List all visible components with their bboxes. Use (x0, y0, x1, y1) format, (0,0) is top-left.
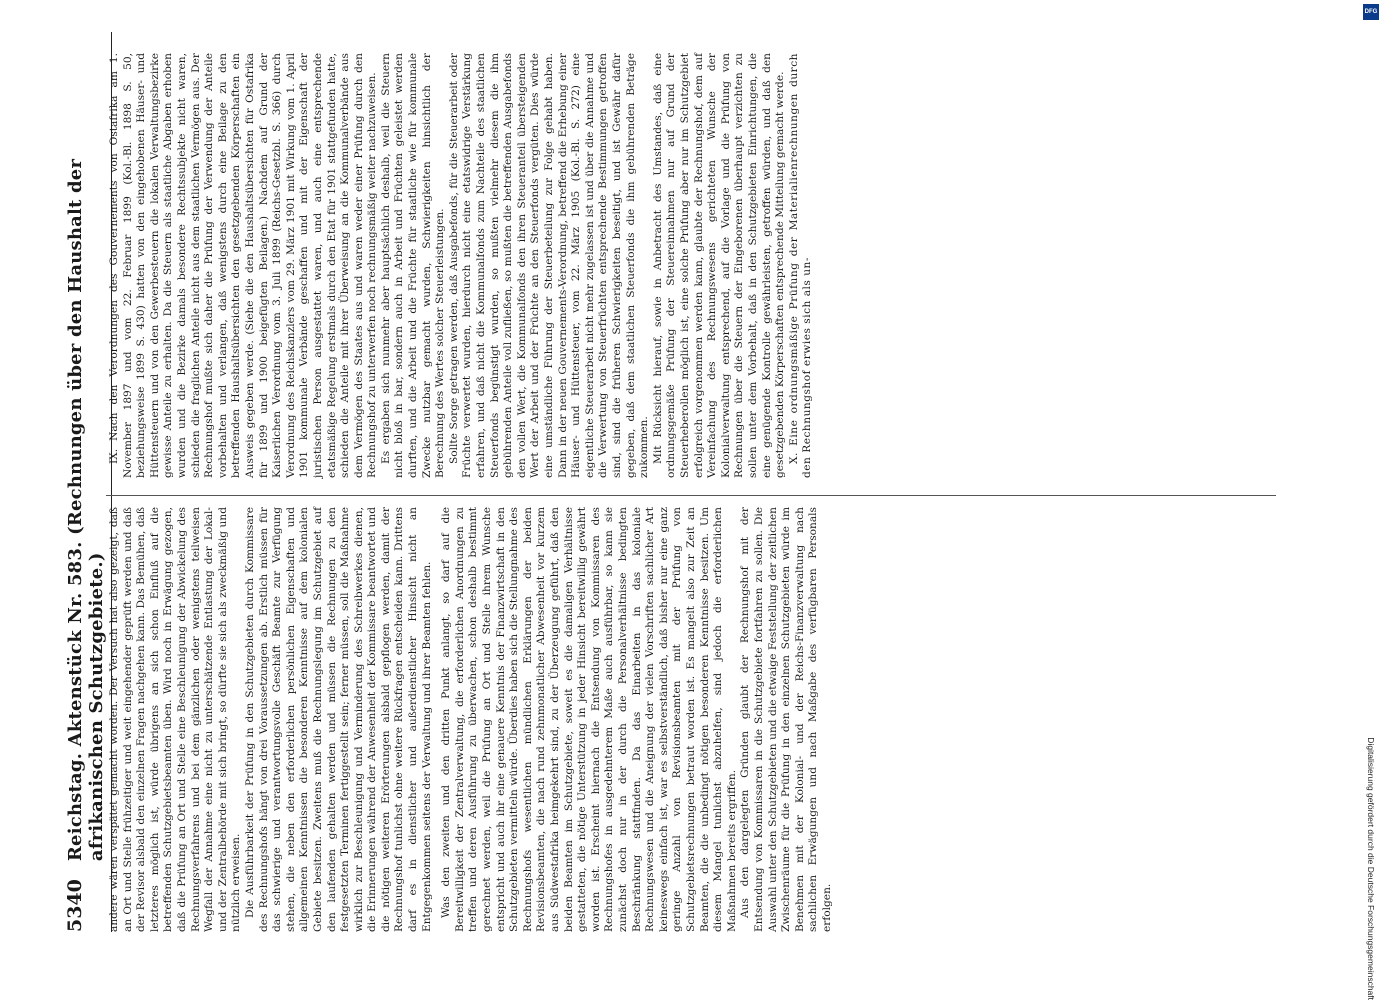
column-divider (106, 495, 1276, 496)
dfg-logo-text: DFG (1364, 9, 1378, 15)
paragraph: IX. Nach den Verordnungen des Gouvernements von Ostafrika am 1. November 1897 und vom 22. Februar 1899 (Kol.-Bl. 1898 S. 50, beziehungsweise 1899 S. 430) hatten von den eingehobenen Häuser- und Hüttensteuern und von den Gewerbesteuern die lokalen Verwaltungsbezirke gewisse Anteile zu erhalten. Da die Steuern als staatliche Abgaben erhoben wurden und die Bezirke damals besondere Rechtssubjekte nicht waren, schieden die fraglichen Anteile nicht aus dem staatlichen Vermögen aus. Der Rechnungshof mußte sich daher die Prüfung der Verwendung der Anteile vorbehalten und verlangen, daß wenigstens durch eine Beilage zu den betreffenden Haushaltsübersichten den gesetzgebenden Körperschaften ein Ausweis gegeben werde. (Siehe die den Haushaltsübersichten für Ostafrika für 1899 und 1900 beigefügten Beilagen.) Nachdem auf Grund der Kaiserlichen Verordnung vom 3. Juli 1899 (Reichs-Gesetzbl. S. 366) durch Verordnung des Reichskanzlers vom 29. März 1901 mit Wirkung vom 1. April 1901 kommunale Verbände geschaffen und mit der Eigenschaft der juristischen Person ausgestattet waren, und auch eine entsprechende etatsmäßige Regelung erstmals durch den Etat für 1901 stattgefunden hatte, schieden die Anteile mit ihrer Überweisung an die Kommunalverbände aus dem Vermögen des Staates aus und waren weder einer Prüfung durch den Rechnungshof zu unterwerfen noch rechnungsmäßig weiter nachzuweisen. (108, 53, 379, 478)
paragraph: X. Eine ordnungsmäßige Prüfung der Materialienrechnungen durch den Rechnungshof erwies sich als un- (787, 53, 814, 478)
paragraph: Mit Rücksicht hierauf, sowie in Anbetracht des Umstandes, daß eine ordnungsgemäße Prüfung der Steuereinnahmen nur auf Grund der Steuerheberollen möglich ist, eine solche Prüfung aber nur im Schutzgebiet erfolgreich vorgenommen werden kann, glaubte der Rechnungshof, dem auf Vereinfachung des Rechnungswesens gerichteten Wunsche der Kolonialverwaltung entsprechend, auf die Vorlage und die Prüfung von Rechnungen über die Steuern der Eingeborenen überhaupt verzichten zu sollen unter dem Vorbehalt, daß in den Schutzgebieten Einrichtungen, die eine genügende Kontrolle gewährleisten, getroffen würden, und daß den gesetzgebenden Körperschaften entsprechende Mitteilung gemacht werde. (651, 53, 787, 478)
running-title: Reichstag. Aktenstück Nr. 583. (Rechnungen über den Haushalt der afrikanischen Schutzgebiete.) (65, 158, 107, 862)
paragraph: Es ergaben sich nunmehr aber hauptsächlich deshalb, weil die Steuern nicht bloß in bar, sondern auch in Arbeit und Früchten geleistet werden durften, und die Arbeit und die Früchte für staatliche wie für kommunale Zwecke nutzbar gemacht wurden, Schwierigkeiten hinsichtlich der Berechnung des Wertes solcher Steuerleistungen. (379, 53, 447, 478)
paragraph: Was den zweiten und den dritten Punkt anlangt, so darf auf die Bereitwilligkeit der Zentralverwaltung, die erforderlichen Anordnungen zu treffen und deren Ausführung zu überwachen, schon deshalb bestimmt gerechnet werden, weil die Prüfung an Ort und Stelle ihrem Wunsche entspricht und auch ihr eine genauere Kenntnis der Finanzwirtschaft in den Schutzgebieten vermitteln würde. Überdies haben sich die Stellungnahme des Rechnungshofs wesentlichen mündlichen Erklärungen der beiden Revisionsbeamten, die nach rund zehnmonatlicher Abwesenheit vor kurzem aus Südwestafrika heimgekehrt sind, zu der Überzeugung geführt, daß den beiden Beamten im Schutzgebiete, soweit es die damaligen Verhältnisse gestatteten, die nötige Unterstützung in jeder Hinsicht bereitwillig gewährt worden ist. Erscheint hiernach die Entsendung von Kommissaren des Rechnungshofes in ausgedehnterem Maße auch ausführbar, so kann sie zunächst doch nur in der durch die Personalverhältnisse bedingten Beschränkung stattfinden. Da das Einarbeiten in das koloniale Rechnungswesen und die Aneignung der vielen Vorschriften sachlicher Art keineswegs einfach ist, war es selbstverständlich, daß bisher nur eine ganz geringe Anzahl von Revisionsbeamten mit der Prüfung von Schutzgebietsrechnungen betraut worden ist. Es mangelt also zur Zeit an Beamten, die die unbedingt nötigen besonderen Kenntnisse besitzen. Um diesem Mangel tunlichst abzuhelfen, sind jedoch die erforderlichen Maßnahmen bereits ergriffen. (440, 507, 738, 932)
digitization-credit (1366, 0, 1376, 1000)
page-header (64, 32, 112, 932)
dfg-logo (1363, 4, 1379, 20)
credit-text: Digitalisierung gefördert durch die Deutsche Forschungsgemeinschaft (1366, 737, 1376, 1000)
paragraph: Die Ausführbarkeit der Prüfung in den Schutzgebieten durch Kommissare des Rechnungshofs hängt von drei Voraussetzungen ab. Erstlich müssen für das schwierige und verantwortungsvolle Geschäft Beamte zur Verfügung stehen, die neben den erforderlichen persönlichen Eigenschaften und allgemeinen Kenntnissen die besonderen Kenntnisse auf dem kolonialen Gebiete besitzen. Zweitens muß die Rechnungslegung im Schutzgebiet auf den laufenden gehalten werden und müssen die Rechnungen zu den festgesetzten Terminen fertiggestellt sein; ferner müssen, soll die Maßnahme wirklich zur Beschleunigung und Verminderung des Schreibwerkes dienen, die Erinnerungen während der Anwesenheit der Kommissare beantwortet und die nötigen weiteren Erörterungen alsbald gepflogen werden, damit der Rechnungshof tunlichst ohne weitere Rückfragen entscheiden kann. Drittens darf es in dienstlicher und außerdienstlicher Hinsicht nicht an Entgegenkommen seitens der Verwaltung und ihrer Beamten fehlen. (243, 507, 433, 932)
paragraph: Sollte Sorge getragen werden, daß Ausgabefonds, für die Steuerarbeit oder Früchte verwertet wurden, hierdurch nicht eine etatswidrige Verstärkung erfahren, und daß nicht die Kommunalfonds zum Nachteile des staatlichen Steuerfonds begünstigt wurden, so mußten vielmehr diesem die ihm gebührenden Anteile voll zufließen, so mußten die betreffenden Ausgabefonds den vollen Wert, die Kommunalfonds den ihren Steueranteil übersteigenden Wert der Arbeit und der Früchte an den Steuerfonds vergüten. Dies würde eine umständliche Führung der Steuerbeteilung zur Folge gehabt haben. Dann in der neuen Gouvernements-Verordnung, betreffend die Erhebung einer Häuser- und Hüttensteuer, vom 22. März 1905 (Kol.-Bl. S. 272) eine eigentliche Steuerarbeit nicht mehr zugelassen ist und über die Annahme und die Verwertung von Steuerfrüchten entsprechende Bestimmungen getroffen sind, sind die früheren Schwierigkeiten beseitigt, und ist Gewähr dafür gegeben, daß dem staatlichen Steuerfonds die ihm gebührenden Beträge zukommen. (447, 53, 651, 478)
paragraph: Aus den dargelegten Gründen glaubt der Rechnungshof mit der Entsendung von Kommissaren in die Schutzgebiete fortfahren zu sollen. Die Auswahl unter den Schutzgebieten und die etwaige Feststellung der zeitlichen Zwischenräume für die Prüfung in den einzelnen Schutzgebieten würde im Benehmen mit der Kolonial- und der Reichs-Finanzverwaltung nach sachlichen Erwägungen und nach Maßgabe des verfügbaren Personals erfolgen. (739, 507, 833, 932)
paragraph: andere wären verspätet gemacht worden. Der Versuch hat also gezeigt, daß an Ort und Stelle frühzeitiger und weit eingehender geprüft werden und daß der Revisor alsbald den einzelnen Fragen nachgehen kann. Das Bemühen, daß letzteres möglich ist, würde übrigens an sich schon Einfluß auf die betreffenden Schutzgebietsbeamten üben. Wird noch in Erwägung gezogen, daß die Prüfung an Ort und Stelle eine Beschleunigung der Abwickelung des Rechnungsverfahrens und bei dem gänzlichen oder wenigstens teilweisen Wegfall der Annahme eine nicht zu unterschätzende Entlastung der Lokal- und der Zentralbehörde mit sich bringt, so dürfte sie sich als zweckmäßig und nützlich erweisen. (108, 507, 243, 932)
right-column (108, 53, 815, 478)
page-number: 5340 (64, 879, 86, 932)
left-column (108, 507, 834, 932)
